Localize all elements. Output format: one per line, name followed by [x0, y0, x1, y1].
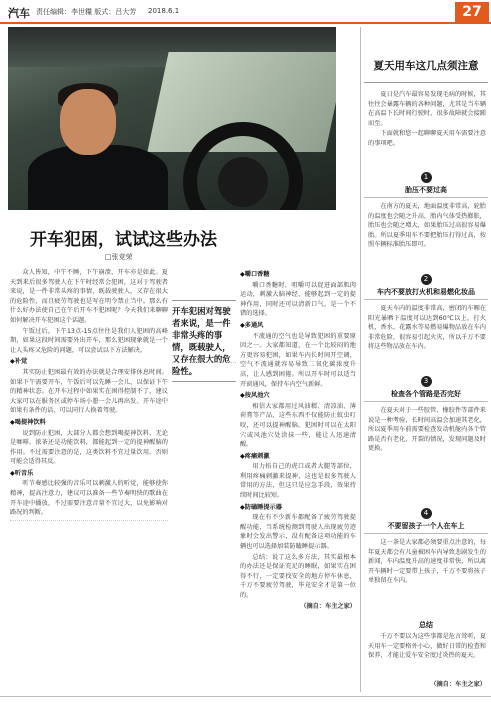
- item-heading: 车内不要放打火机和易燃化妆品: [377, 288, 475, 296]
- article-byline: □张竞荣: [105, 253, 133, 261]
- side-intro-para: 下面就和您一起聊聊夏天用车需要注意的事项吧。: [368, 130, 486, 147]
- article-source: （摘自：车主之家）: [300, 602, 356, 610]
- section-heading: ◆疼痛刺激: [240, 452, 270, 460]
- item-number-badge: 1: [421, 172, 432, 183]
- item-para: 这一条是大家都必须要重点注意的，每年夏天都会有儿童被困车内导致悲剧发生的新闻，车内温度升高的速度非常快，所以离开车辆时一定要带上孩子，千万不要将孩子单独留在车内。: [368, 539, 486, 585]
- section-para: 现在有不少新车都配备了疲劳驾驶提醒功能，当系统检测到驾驶人出现疲劳迹象时会发出警示，没有配备这项功能的车辆也可以选择加装防瞌睡提示器。: [240, 514, 356, 551]
- main-col-2: [240, 268, 356, 688]
- intro-para: 众人皆知，中午不睡，下午崩溃，开车亦是如此。夏天到来后很多驾驶人在下午时经常会犯困，这对于驾驶者来说，是一件非常头疼的事情，既载驶驶人，又存在很大的危险性，而且疲劳驾驶也是写在明令禁止当中。那么有什么好办法使自己在午后开车不犯困呢？今天我们来聊聊如何解决开车犯困这个话题。: [10, 269, 168, 324]
- page-header: [0, 0, 491, 22]
- steering-hub: [218, 157, 268, 207]
- intro-para: 午饭过后，下午13点-15点往往是我们人犯困的高峰期，如果这段时间需要外出开车，那么犯困现象就是一个让人头疼又危险的问题，可以尝试以下方法解决。: [10, 327, 168, 354]
- text-continuation: [10, 520, 168, 527]
- side-item-body: [368, 202, 486, 268]
- item-rule: [364, 299, 488, 300]
- section-para: 其实防止犯困最有效的办法就是合理安排休息时间。如果下午需要开车，午饭后可以先睡一会儿，以保证下午的精神状态。在开车过程中如果实在困得控制不了，建议大家可以在服务区或停车场小憩一会儿再出发。开车途中如果有条件的话，可以同行人换着驾驶。: [10, 368, 168, 415]
- item-number-badge: 4: [421, 508, 432, 519]
- section-heading: ◆嚼口香糖: [240, 271, 270, 278]
- item-heading: 检查各个管路是否完好: [391, 390, 461, 398]
- side-source: （摘自：车主之家）: [430, 681, 486, 688]
- item-para: 夏天车内的温度非常高，密闭的车厢在阳光暴晒下温度可以达到60℃以上，打火机、香水、花露水等易燃易爆物品放在车内非常危险，很容易引起火灾，所以千万不要将这些物品放在车内。: [368, 305, 486, 351]
- side-item-body: [368, 538, 486, 614]
- section-label: 汽车: [8, 7, 30, 20]
- page-number: 27: [455, 2, 489, 22]
- side-item-header: [364, 274, 488, 300]
- side-intro-para: 夏日是汽车最容易发现毛病的时候，其往往会暴露车辆的各种问题，尤其是当车辆在高温下长时间行驶时，很多故障就会接踵而至。: [368, 91, 486, 127]
- section-para: 不流通的空气也是导致犯困的重要原因之一。大家都知道，在一个比较闷的地方更容易犯困，如果车内长时间开空调，空气不流通就容易导致二氧化碳浓度升高，让人感到困倦。所以开车时可以适当开窗通风，保持车内空气新鲜。: [240, 332, 356, 388]
- item-number-badge: 3: [421, 376, 432, 387]
- item-number-badge: 2: [421, 274, 432, 285]
- main-col-1: [10, 268, 168, 688]
- side-title-rule: [364, 82, 488, 83]
- article-photo: [8, 27, 336, 210]
- side-summary-heading: 总结: [419, 621, 433, 629]
- section-heading: ◆喝提神饮料: [10, 418, 46, 426]
- driver-body: [28, 145, 168, 210]
- section-para: 总结：说了这么多方法，其实最根本的办法还是保证充足的睡眠，如果实在困得不行，一定要找安全的地方停车休息，千万不要疲劳驾驶，毕竟安全才是第一位的。: [240, 553, 356, 599]
- section-heading: ◆按风池穴: [240, 392, 270, 400]
- article-title: 开车犯困，试试这些办法: [30, 230, 217, 250]
- main-col-1b: [172, 360, 236, 688]
- item-rule: [364, 197, 488, 198]
- pull-quote: 开车犯困对驾驶者来说，是一件非常头疼的事情，既载驶人，又存在很大的危险性。: [172, 300, 236, 382]
- item-heading: 不要留孩子一个人在车上: [387, 522, 465, 530]
- side-item-body: [368, 304, 486, 370]
- driver-head: [60, 89, 116, 155]
- section-heading: ◆补觉: [10, 358, 28, 366]
- item-rule: [364, 533, 488, 534]
- section-para: 听节奏感比较强的音乐可以刺激人的听觉，能够使你精神，提高注意力，建议可以准备一些节奏明快的歌曲在开车途中播放，不过需要注意音量不宜过大，以免影响对路况的判断。: [10, 480, 168, 517]
- header-rule: [0, 22, 491, 24]
- bottom-rule: [0, 696, 491, 697]
- item-heading: 胎压不要过高: [405, 186, 447, 194]
- side-summary: [368, 632, 486, 682]
- side-item-header: [364, 172, 488, 198]
- side-article-title: 夏天用车这几点须注意: [373, 60, 479, 72]
- section-para: 说到防止犯困，大部分人都会想到喝提神饮料，无论是咖啡、浓茶还是功能饮料，都能起到一定的提神醒脑的作用。不过需要注意的是，这类饮料不宜过量饮用，否则可能会适得其反。: [10, 429, 168, 466]
- item-para: 在夏天对于一些胶管、橡胶件等部件来说是一种考验，长时间高温会加速其老化，所以夏季用车前需要检查发动机舱内各个管路是否有老化、开裂的情况，发现问题及时更换。: [368, 407, 486, 453]
- editor-credit: 责任编辑：李世糧 版式：吕大芳: [36, 8, 137, 16]
- section-heading: ◆多通风: [240, 321, 264, 329]
- side-item-header: [364, 376, 488, 402]
- column-divider: [360, 27, 361, 692]
- side-item-body: [368, 406, 486, 502]
- item-rule: [364, 401, 488, 402]
- side-intro: [368, 90, 486, 150]
- section-heading: ◆听音乐: [10, 469, 34, 477]
- side-item-header: [364, 508, 488, 534]
- item-para: 在南方的夏天，地面温度非常高，轮胎的温度也会随之升高，胎内气体受热膨胀，胎压也会随之增大，如果胎压过高很容易爆胎。所以夏季用车不要把胎压打得过高，按照车辆标准胎压即可。: [368, 203, 486, 249]
- section-heading: ◆防磕睡提示器: [240, 503, 282, 511]
- section-para: 相信大家都用过风油精、清凉油、薄荷膏等产品，这些东西不仅能防止蚊虫叮咬，还可以提神醒脑。犯困时可以在太阳穴或风池穴处涂抹一些，能让人迅速清醒。: [240, 402, 356, 449]
- text-continuation: [172, 362, 236, 369]
- summary-para: 千万不要以为这些事都是危言耸听，夏天用车一定要格外小心，做好日常的检查和保养，才能让爱车安全度过炎热的夏天。: [368, 633, 486, 660]
- issue-date: 2018.6.1: [148, 7, 180, 15]
- section-para: 用力掐自己的虎口或者大腿等部位，利用疼痛刺激来提神，这也是很多驾驶人常用的方法，但这只是应急手段，效果持续时间比较短。: [240, 463, 356, 500]
- section-para: 嚼口香糖时，咀嚼可以促进面部肌肉运动，刺激大脑神经，能够起到一定的提神作用，同时还可以清新口气，是一个不错的选择。: [240, 281, 356, 318]
